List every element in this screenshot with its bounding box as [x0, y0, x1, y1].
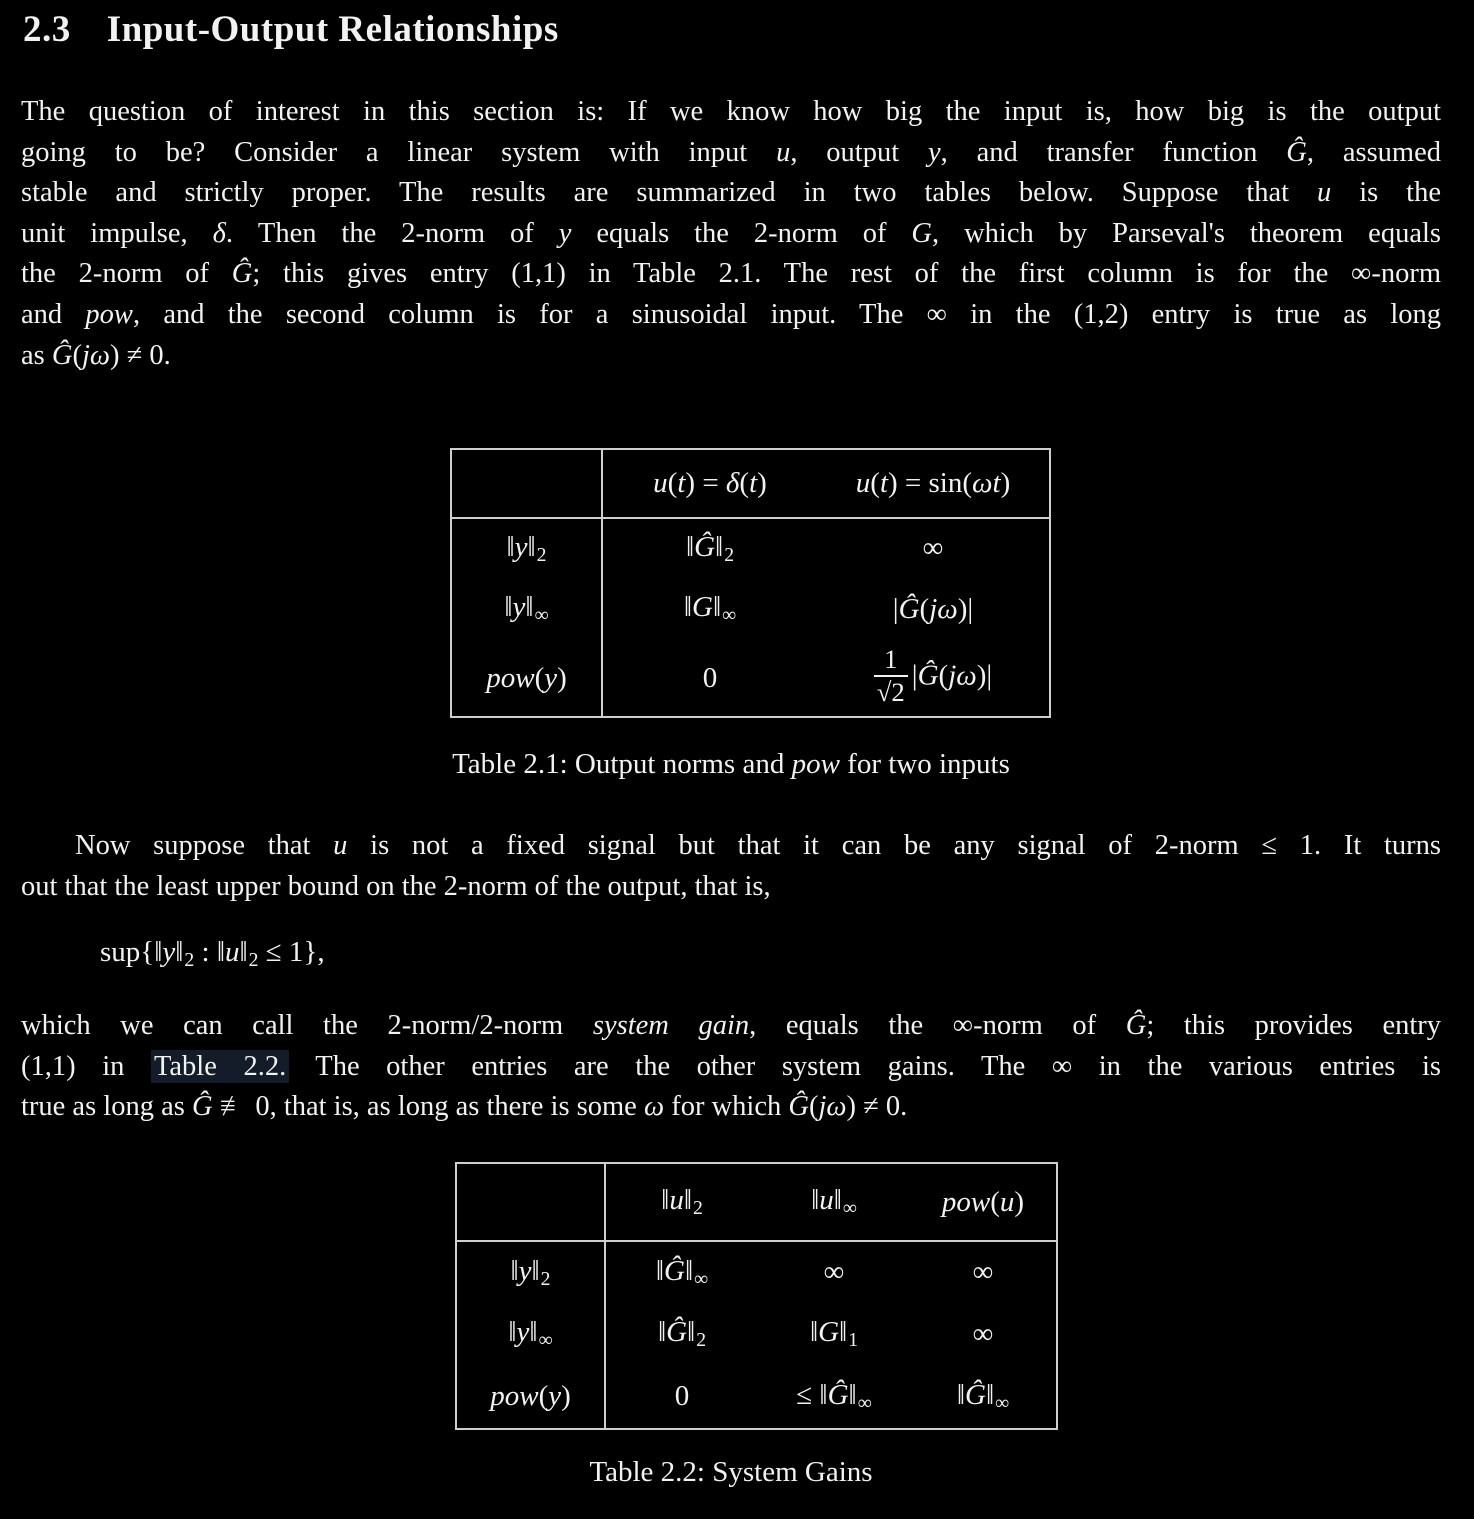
- table-row: [451, 640, 1050, 717]
- text-run: y: [516, 1316, 530, 1348]
- text-run: Now suppose that: [75, 830, 334, 861]
- text-line: [21, 133, 1441, 174]
- text-run: ‖: [175, 936, 184, 968]
- text-line: [21, 336, 1441, 377]
- text-run: jω: [948, 659, 977, 692]
- paragraph-supremum: [21, 826, 1441, 907]
- text-run: Ĝ: [788, 1091, 809, 1123]
- text-run: 2: [184, 949, 195, 971]
- text-run: G: [692, 591, 713, 623]
- crossref-link[interactable]: Table 2.2.: [151, 1050, 289, 1083]
- text-run: δ: [212, 217, 226, 249]
- text-run: ‖: [683, 1184, 692, 1216]
- fraction: $\frac{1}{√2}$: [874, 645, 908, 707]
- text-run: ‖: [687, 1316, 696, 1348]
- text-run: system gain: [592, 1010, 750, 1041]
- text-run: Ĝ: [231, 258, 253, 290]
- text-run: ∞: [972, 1256, 994, 1288]
- text-run: Ĝ: [1125, 1010, 1147, 1041]
- text-run: , and transfer function: [940, 136, 1287, 168]
- text-run: The question of interest in this section is: If we know how big the input is, how big is the output: [21, 96, 1441, 127]
- text-run: 0: [702, 661, 718, 694]
- text-run: ‖: [527, 530, 536, 563]
- text-run: stable and strictly proper. The results are summarized in two tables below. Suppose that: [21, 177, 1318, 209]
- text-run: ‖: [712, 591, 722, 623]
- text-run: )|: [976, 659, 993, 692]
- text-run: equals the 2-norm of: [571, 217, 912, 249]
- text-run: ): [557, 661, 567, 694]
- text-run: u: [669, 1184, 684, 1216]
- text-run: 0: [674, 1380, 690, 1412]
- text-run: 1: [848, 1329, 859, 1351]
- table-cell: [817, 578, 1050, 640]
- column-header-cell: [602, 449, 817, 518]
- text-run: ∞: [694, 1267, 709, 1290]
- text-run: ∞: [538, 1329, 553, 1351]
- text-run: ωt: [972, 467, 1001, 499]
- text-run: Ĝ: [666, 1316, 688, 1348]
- text-run: pow: [85, 298, 133, 330]
- text-run: pow: [791, 748, 840, 780]
- text-run: 2: [696, 1329, 707, 1351]
- text-run: is the: [1331, 177, 1442, 209]
- text-run: G: [818, 1316, 840, 1348]
- display-equation-sup-norm: [100, 936, 325, 972]
- text-run: ‖: [506, 530, 515, 563]
- text-run: pow: [941, 1185, 991, 1218]
- text-run: and: [21, 298, 86, 330]
- text-run: y: [558, 217, 572, 249]
- table-cell: [602, 640, 817, 717]
- text-line: [21, 1047, 1441, 1088]
- text-run: Ĝ: [965, 1378, 986, 1411]
- text-run: (: [739, 467, 750, 499]
- row-label-cell: [451, 640, 602, 717]
- text-run: ω: [643, 1091, 665, 1123]
- text-run: (: [990, 1185, 1000, 1218]
- text-run: t: [677, 467, 686, 499]
- text-run: |: [892, 592, 899, 625]
- text-run: going to be? Consider a linear system with input: [21, 136, 777, 168]
- text-run: ‖: [510, 1254, 519, 1287]
- text-run: ‖: [504, 591, 513, 623]
- text-line: [21, 826, 1441, 867]
- table-2-2: [455, 1162, 1058, 1430]
- table-2-1-caption: [21, 748, 1441, 781]
- text-run: u: [653, 467, 668, 499]
- table-cell: [910, 1303, 1057, 1365]
- text-run: , output: [790, 136, 928, 168]
- text-run: u: [999, 1185, 1015, 1218]
- text-line: [21, 254, 1441, 295]
- column-header-cell: [817, 449, 1050, 518]
- text-run: ‖: [839, 1316, 848, 1348]
- table-row: [456, 1303, 1057, 1365]
- text-run: ): [1000, 467, 1011, 499]
- text-run: t: [749, 467, 758, 499]
- text-run: (: [667, 467, 678, 499]
- column-header-cell: [910, 1163, 1057, 1241]
- row-label-cell: [451, 578, 602, 640]
- text-run: Ĝ: [51, 339, 73, 371]
- table-cell: [605, 1241, 758, 1303]
- text-run: unit impulse,: [21, 217, 213, 249]
- blank-corner-cell: [451, 449, 602, 518]
- text-line: [21, 173, 1441, 214]
- text-run: ‖: [715, 530, 724, 563]
- text-run: ): [561, 1380, 571, 1412]
- text-run: u: [224, 936, 240, 968]
- text-run: jω: [929, 592, 958, 625]
- table-row: [451, 578, 1050, 640]
- row-label-cell: [456, 1365, 605, 1429]
- paragraph-system-gain: [21, 1006, 1441, 1128]
- table-2-1: [450, 448, 1051, 718]
- text-run: The other entries are the other system gains. The ∞ in the various entries is: [289, 1050, 1441, 1082]
- text-run: ≤: [796, 1378, 820, 1411]
- text-run: 2: [724, 543, 735, 566]
- text-run: (: [870, 467, 880, 499]
- text-run: ‖: [529, 1316, 538, 1348]
- text-run: u: [1317, 177, 1332, 209]
- row-label-cell: [456, 1241, 605, 1303]
- table-cell: [602, 578, 817, 640]
- text-run: is not a fixed signal but that it can be any signal of 2-norm ≤ 1. It turns: [347, 830, 1441, 861]
- text-run: u: [819, 1184, 834, 1216]
- text-run: Ĝ: [694, 530, 716, 563]
- table-row: [451, 518, 1050, 578]
- text-run: sup{: [100, 936, 155, 968]
- text-run: y: [512, 591, 526, 623]
- text-run: (1,1) in: [21, 1050, 151, 1082]
- text-run: for which: [664, 1091, 789, 1123]
- text-run: ∞: [995, 1391, 1010, 1414]
- text-run: out that the least upper bound on the 2-norm of the output, that is,: [21, 870, 771, 902]
- text-run: (: [72, 339, 82, 371]
- text-run: u: [855, 467, 871, 499]
- text-run: ∞: [534, 604, 549, 626]
- text-run: ) =: [685, 467, 726, 499]
- text-line: [21, 867, 1441, 908]
- text-run: for two inputs: [839, 748, 1010, 780]
- text-run: ; this provides entry: [1146, 1010, 1442, 1041]
- text-run: (: [534, 661, 545, 694]
- table-2-2-caption: [21, 1456, 1441, 1489]
- text-run: ‖: [819, 1378, 828, 1411]
- text-run: Ĝ: [827, 1378, 849, 1411]
- text-run: 2: [536, 543, 547, 566]
- text-line: [21, 295, 1441, 336]
- text-run: (: [919, 592, 930, 625]
- text-run: ): [1014, 1185, 1025, 1218]
- text-run: pow: [486, 661, 535, 694]
- text-run: δ: [725, 467, 740, 499]
- text-run: ) = sin(: [888, 467, 973, 499]
- text-run: ‖: [655, 1254, 664, 1287]
- text-run: ∞: [857, 1391, 872, 1414]
- text-run: y: [544, 661, 558, 694]
- text-run: ‖: [661, 1184, 670, 1216]
- text-run: ‖: [809, 1316, 819, 1348]
- text-line: [21, 1006, 1441, 1047]
- section-number: 2.3: [23, 9, 71, 50]
- text-run: Ĝ: [664, 1254, 685, 1287]
- text-run: which we can call the 2-norm/2-norm: [21, 1010, 593, 1041]
- text-run: ) ≠ 0.: [846, 1091, 908, 1123]
- text-run: jω: [818, 1091, 847, 1123]
- text-run: y: [514, 530, 528, 563]
- text-run: Ĝ: [898, 592, 920, 625]
- text-run: ∞: [722, 604, 737, 626]
- text-run: ‖: [833, 1184, 842, 1216]
- text-line: [21, 92, 1441, 133]
- text-run: Ĝ: [917, 659, 939, 692]
- row-label-cell: [456, 1303, 605, 1365]
- text-line: [21, 214, 1441, 255]
- text-run: jω: [81, 339, 111, 371]
- text-run: ‖: [683, 591, 692, 623]
- text-run: ‖: [811, 1184, 820, 1216]
- table-cell: [758, 1365, 910, 1429]
- text-run: as: [21, 339, 52, 371]
- text-run: ‖: [684, 1254, 694, 1287]
- table-cell: [817, 640, 1050, 717]
- table-cell: [605, 1303, 758, 1365]
- text-run: (: [538, 1380, 549, 1412]
- text-run: ‖: [657, 1316, 667, 1348]
- text-run: ; this gives entry (1,1) in Table 2.1. The rest of the first column is for the ∞-norm: [252, 258, 1441, 290]
- row-label-cell: [451, 518, 602, 578]
- paragraph-intro: [21, 92, 1441, 376]
- text-run: ∞: [922, 532, 944, 564]
- text-run: y: [518, 1254, 532, 1287]
- text-run: ): [757, 467, 767, 499]
- text-run: y: [162, 936, 176, 968]
- text-run: , equals the ∞-norm of: [749, 1010, 1126, 1041]
- text-run: 2: [692, 1197, 703, 1219]
- text-run: u: [776, 136, 791, 168]
- text-line: [21, 1087, 1441, 1128]
- text-run: ‖: [985, 1378, 995, 1411]
- text-run: ∞: [972, 1317, 994, 1350]
- column-header-cell: [758, 1163, 910, 1241]
- text-run: pow: [490, 1380, 539, 1412]
- text-run: true as long as: [21, 1091, 192, 1123]
- text-run: |: [911, 659, 918, 692]
- text-run: :: [194, 936, 217, 968]
- text-run: ‖: [154, 936, 163, 968]
- text-run: ≤ 1},: [258, 936, 325, 968]
- text-run: y: [927, 136, 941, 168]
- text-run: ‖: [508, 1316, 517, 1348]
- column-header-cell: [605, 1163, 758, 1241]
- text-run: G: [911, 217, 933, 249]
- text-run: y: [548, 1380, 562, 1412]
- text-run: ‖: [239, 936, 248, 968]
- text-run: ≢ 0, that is, as long as there is some: [212, 1091, 644, 1123]
- text-run: ∞: [842, 1197, 857, 1219]
- text-run: Ĝ: [191, 1091, 213, 1123]
- blank-corner-cell: [456, 1163, 605, 1241]
- text-run: ‖: [531, 1254, 540, 1287]
- text-run: (: [808, 1091, 819, 1123]
- text-run: Ĝ: [1286, 136, 1307, 168]
- text-run: , and the second column is for a sinusoidal input. The ∞ in the (1,2) entry is true as long: [132, 298, 1441, 330]
- text-run: . Then the 2-norm of: [225, 217, 559, 249]
- text-run: ∞: [823, 1256, 845, 1288]
- table-cell: [758, 1241, 910, 1303]
- table-cell: [910, 1365, 1057, 1429]
- text-run: ‖: [685, 530, 695, 563]
- text-run: ‖: [525, 591, 534, 623]
- table-cell: [758, 1303, 910, 1365]
- text-run: , assumed: [1306, 136, 1441, 168]
- text-run: 2: [540, 1267, 551, 1290]
- section-title: Input-Output Relationships: [106, 9, 559, 50]
- text-run: , which by Parseval's theorem equals: [932, 217, 1441, 249]
- text-run: ‖: [956, 1378, 965, 1411]
- text-run: )|: [957, 592, 974, 625]
- text-run: ‖: [216, 936, 225, 968]
- text-run: ) ≠ 0.: [110, 339, 171, 371]
- text-run: 2: [248, 949, 259, 971]
- text-run: u: [333, 830, 348, 861]
- text-run: t: [879, 467, 888, 499]
- table-row: [456, 1241, 1057, 1303]
- table-cell: [605, 1365, 758, 1429]
- table-cell: [602, 518, 817, 578]
- text-run: Table 2.2: System Gains: [589, 1456, 873, 1488]
- text-run: Table 2.1: Output norms and: [452, 748, 792, 780]
- table-cell: [910, 1241, 1057, 1303]
- text-run: ‖: [848, 1378, 857, 1411]
- table-row: [456, 1365, 1057, 1429]
- table-cell: [817, 518, 1050, 578]
- section-heading: [23, 8, 559, 51]
- text-run: (: [938, 659, 949, 692]
- text-run: the 2-norm of: [21, 258, 232, 290]
